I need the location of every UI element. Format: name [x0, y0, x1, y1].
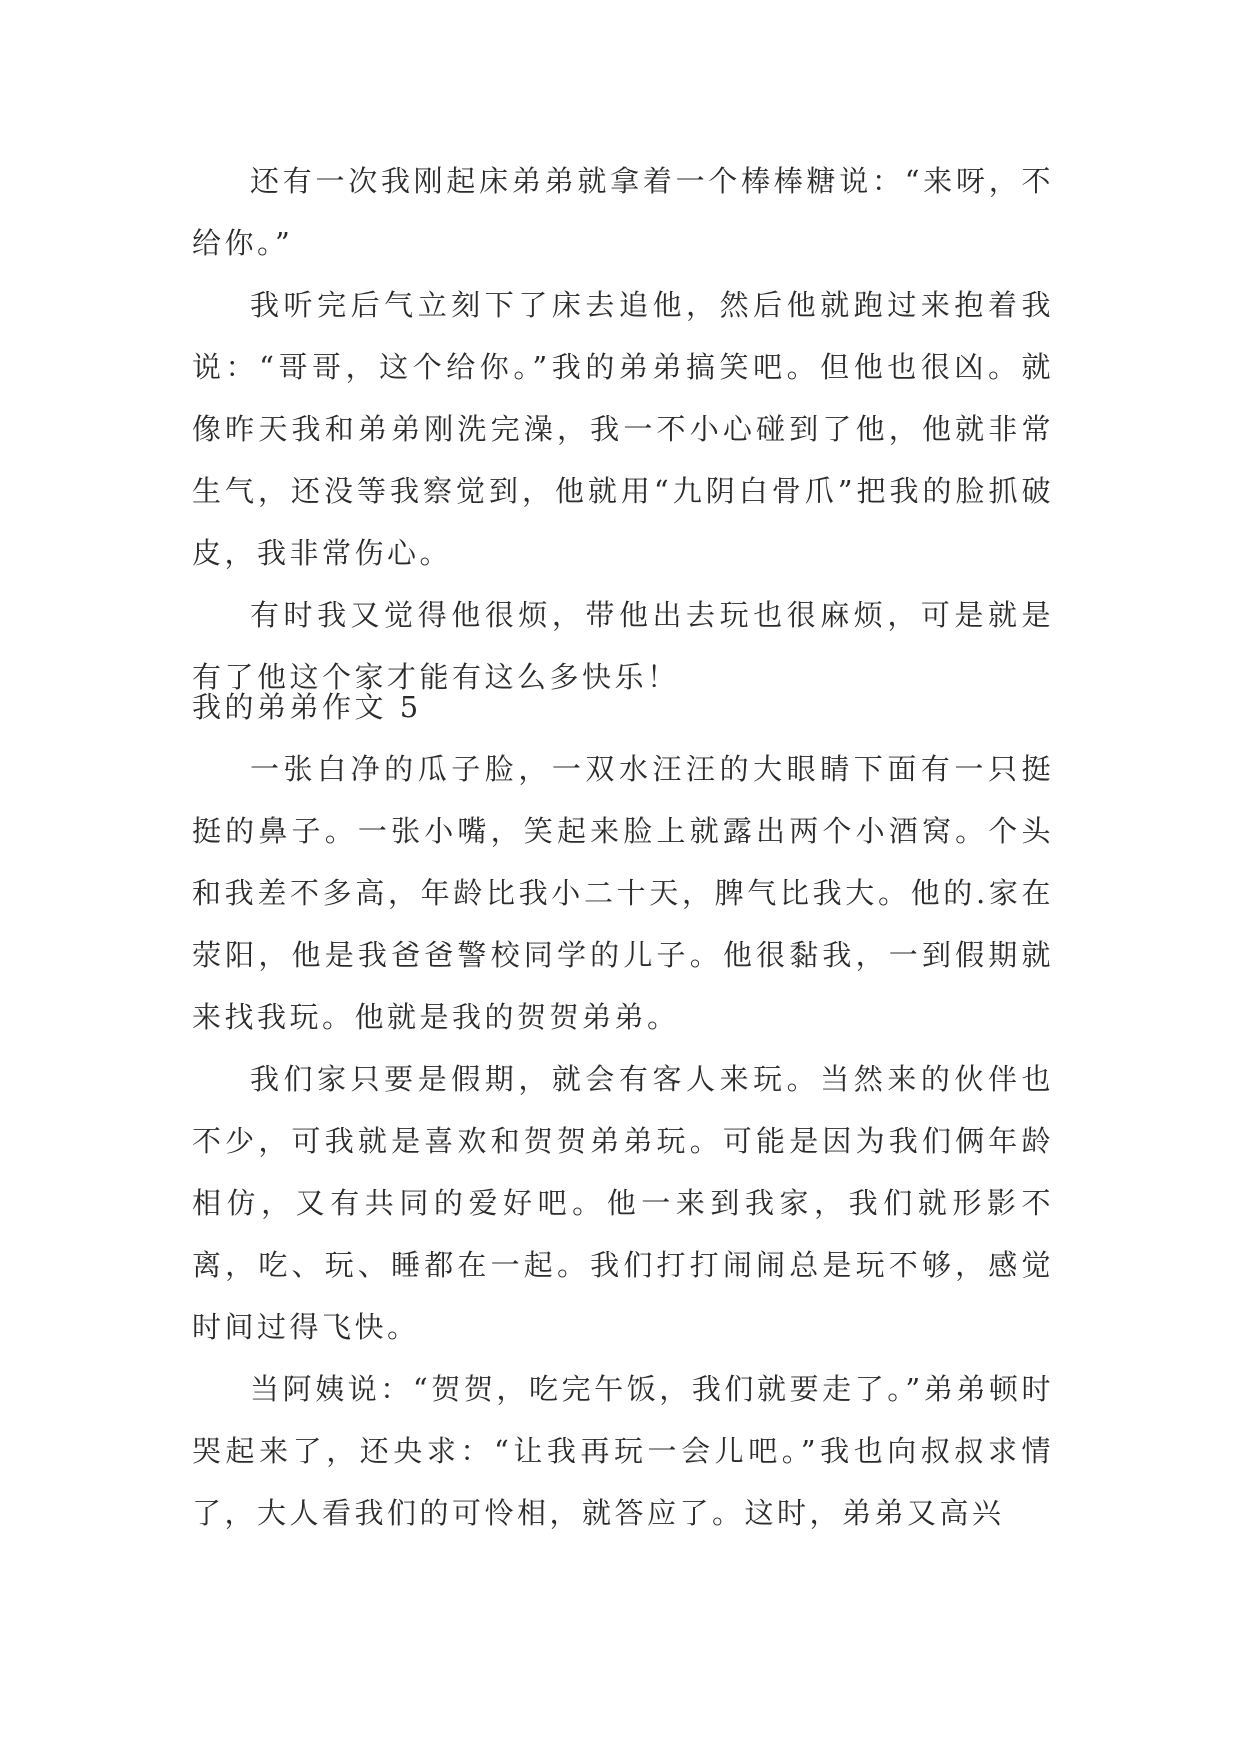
paragraph-happiness: 有时我又觉得他很烦，带他出去玩也很麻烦，可是就是有了他这个家才能有这么多快乐！	[192, 598, 1054, 694]
paragraph-farewell: 当阿姨说：“贺贺，吃完午饭，我们就要走了。”弟弟顿时哭起来了，还央求：“让我再玩一会儿吧。”我也向叔叔求情了，大人看我们的可怜相，就答应了。这时，弟弟又高兴	[192, 1372, 1054, 1530]
paragraph-holidays: 我们家只要是假期，就会有客人来玩。当然来的伙伴也不少，可我就是喜欢和贺贺弟弟玩。可能是因为我们俩年龄相仿，又有共同的爱好吧。他一来到我家，我们就形影不离，吃、玩、睡都在一起。我们打打闹闹总是玩不够，感觉时间过得飞快。	[192, 1062, 1054, 1344]
essay-heading: 我的弟弟作文 5	[192, 690, 422, 724]
essay-section-5	[192, 676, 1054, 1544]
paragraph-lollipop: 还有一次我刚起床弟弟就拿着一个棒棒糖说：“来呀，不给你。”	[192, 164, 1054, 260]
essay-section-previous	[192, 150, 1054, 708]
paragraph-chase-brother: 我听完后气立刻下了床去追他，然后他就跑过来抱着我说：“哥哥，这个给你。”我的弟弟搞笑吧。但他也很凶。就像昨天我和弟弟刚洗完澡，我一不小心碰到了他，他就非常生气，还没等我察觉到，他就用“九阴白骨爪”把我的脸抓破皮，我非常伤心。	[192, 288, 1054, 570]
paragraph-description: 一张白净的瓜子脸，一双水汪汪的大眼睛下面有一只挺挺的鼻子。一张小嘴，笑起来脸上就露出两个小酒窝。个头和我差不多高，年龄比我小二十天，脾气比我大。他的.家在荥阳，他是我爸爸警校同学的儿子。他很黏我，一到假期就来找我玩。他就是我的贺贺弟弟。	[192, 752, 1054, 1034]
